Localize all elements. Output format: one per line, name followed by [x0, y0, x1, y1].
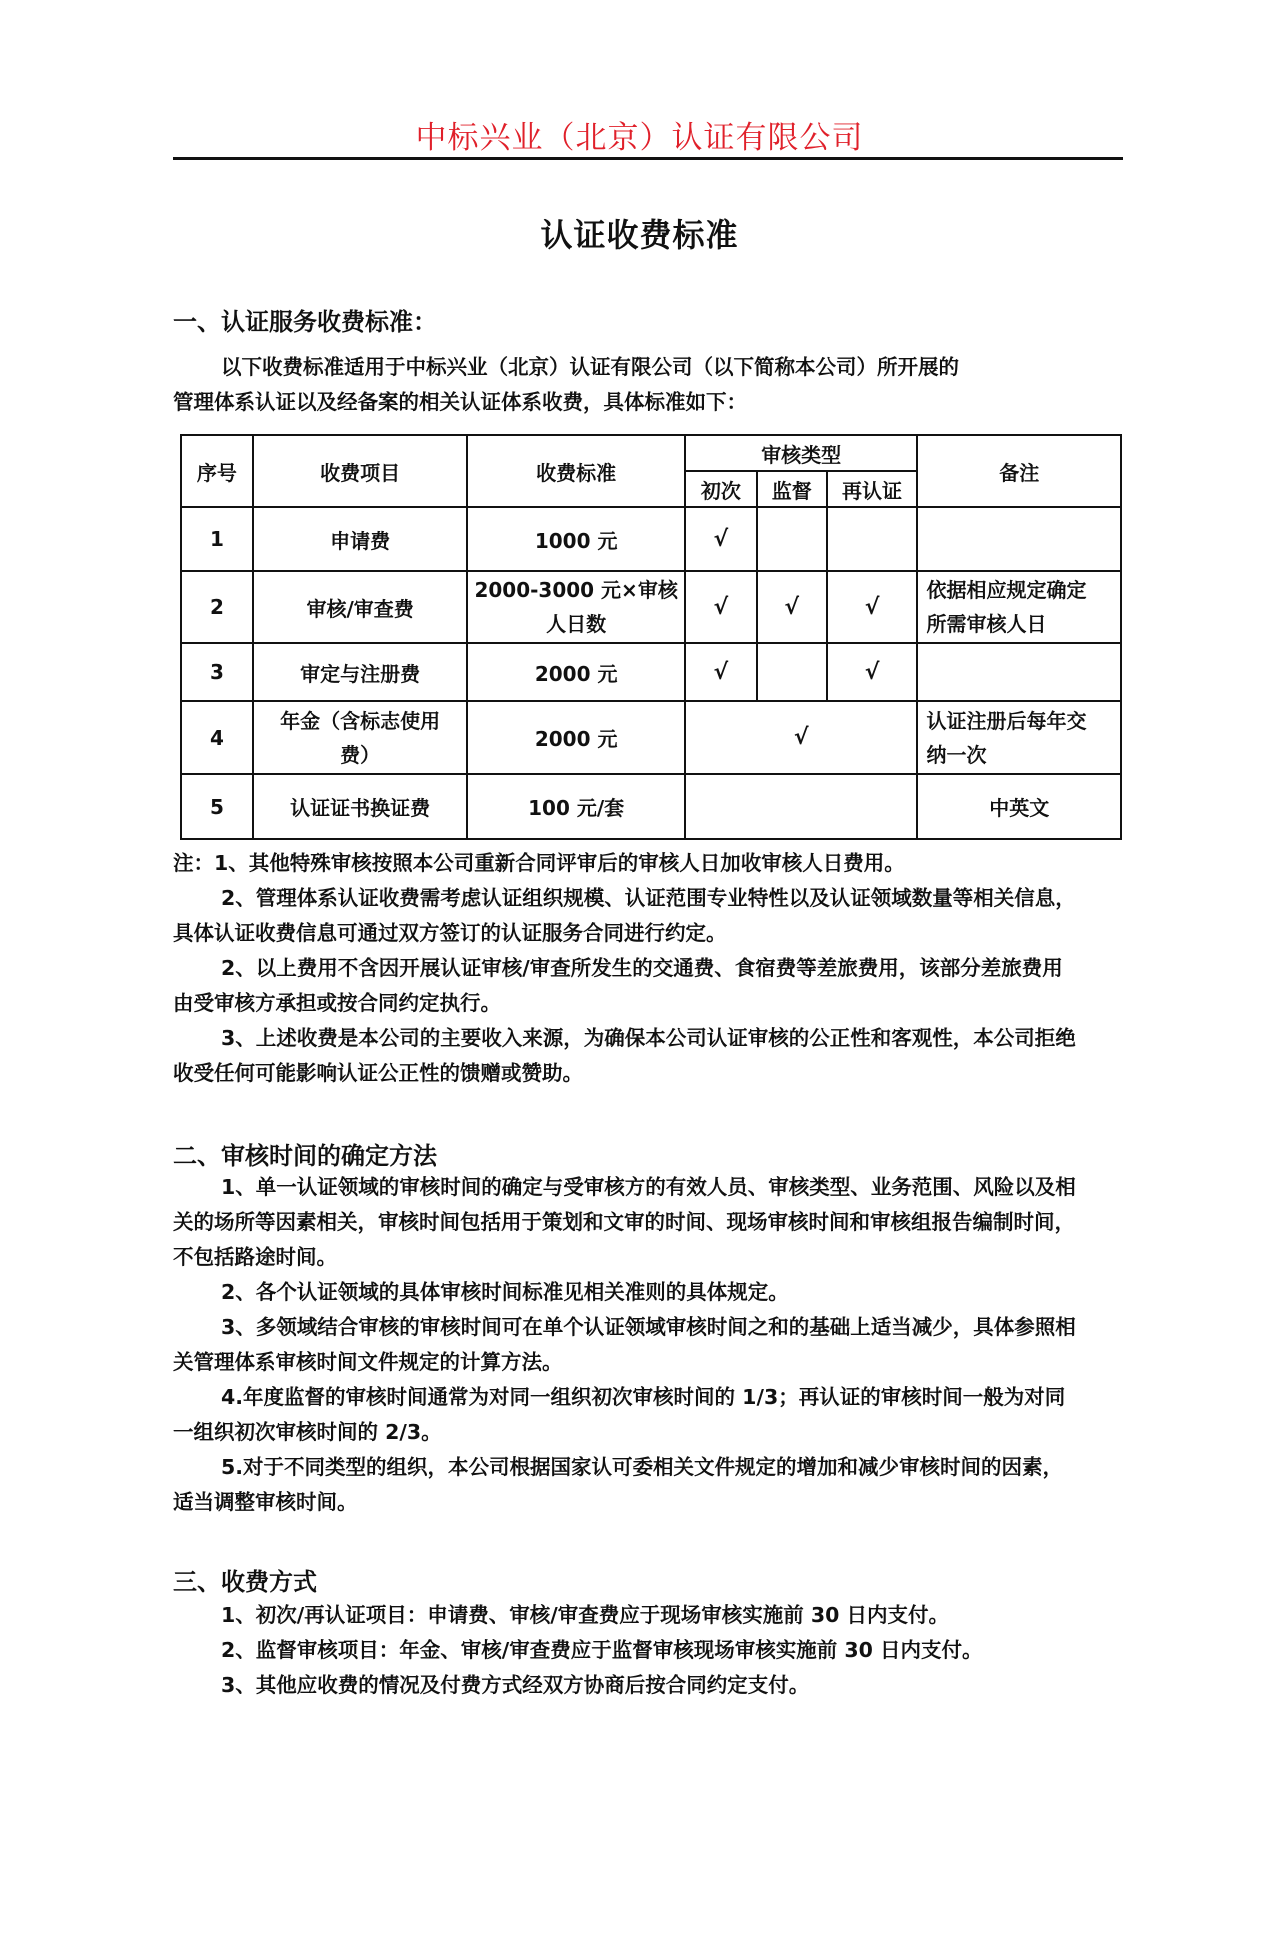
body-line: 一组织初次审核时间的 2/3。: [173, 1420, 442, 1444]
remark-line: 认证注册后每年交: [926, 708, 1087, 733]
table-row: [181, 701, 1121, 774]
cell-no: 4: [181, 701, 253, 774]
table-row: [181, 507, 1121, 571]
section1-heading: 一、认证服务收费标准：: [173, 308, 437, 336]
standard-line: 人日数: [546, 612, 607, 636]
cell-item: 审核/审查费: [253, 571, 468, 643]
body-line: 1、单一认证领域的审核时间的确定与受审核方的有效人员、审核类型、业务范围、风险以及相: [221, 1175, 1076, 1199]
table-header-row: [181, 435, 1121, 471]
cell-remark: 中英文: [917, 774, 1121, 839]
section3-body: [173, 1598, 1128, 1703]
body-line: 2、监督审核项目：年金、审核/审查费应于监督审核现场审核实施前 30 日内支付。: [221, 1638, 983, 1662]
remark-line: 纳一次: [926, 742, 987, 767]
check-icon: √: [757, 571, 827, 643]
table-row: [181, 643, 1121, 701]
note-line: 3、上述收费是本公司的主要收入来源，为确保本公司认证审核的公正性和客观性，本公司拒绝: [221, 1026, 1076, 1050]
note-line: 具体认证收费信息可通过双方签订的认证服务合同进行约定。: [173, 921, 727, 945]
remark-line: 依据相应规定确定: [926, 578, 1087, 602]
cell-no: 2: [181, 571, 253, 643]
item-line: 年金（含标志使用: [280, 708, 441, 733]
remark-line: 所需审核人日: [926, 612, 1047, 636]
cell-standard: [467, 571, 685, 643]
body-line: 4.年度监督的审核时间通常为对同一组织初次审核时间的 1/3；再认证的审核时间一般为对同: [221, 1385, 1066, 1409]
note-line: 由受审核方承担或按合同约定执行。: [173, 991, 501, 1015]
check-icon: √: [827, 571, 918, 643]
note-line: 2、以上费用不含因开展认证审核/审查所发生的交通费、食宿费等差旅费用，该部分差旅费用: [221, 956, 1063, 980]
table-row: [181, 571, 1121, 643]
cell-surveillance: [757, 507, 827, 571]
note-line: 2、管理体系认证收费需考虑认证组织规模、认证范围专业特性以及认证领域数量等相关信息，: [221, 886, 1076, 910]
cell-recert: [827, 507, 918, 571]
header-standard: 收费标准: [467, 435, 685, 507]
body-line: 3、多领域结合审核的审核时间可在单个认证领域审核时间之和的基础上适当减少，具体参照相: [221, 1315, 1076, 1339]
intro-line: 管理体系认证以及经备案的相关认证体系收费，具体标准如下：: [173, 390, 747, 414]
body-line: 5.对于不同类型的组织，本公司根据国家认可委相关文件规定的增加和减少审核时间的因素，: [221, 1455, 1064, 1479]
check-icon: √: [685, 701, 918, 774]
check-icon: √: [685, 643, 757, 701]
header-no: 序号: [181, 435, 253, 507]
note-line: 注：1、其他特殊审核按照本公司重新合同评审后的审核人日加收审核人日费用。: [173, 851, 905, 875]
cell-standard: 2000 元: [467, 701, 685, 774]
table-row: [181, 774, 1121, 839]
body-line: 关管理体系审核时间文件规定的计算方法。: [173, 1350, 563, 1374]
body-line: 适当调整审核时间。: [173, 1490, 358, 1514]
company-name: 中标兴业（北京）认证有限公司: [415, 120, 864, 156]
cell-audit-type: [685, 774, 918, 839]
body-line: 1、初次/再认证项目：申请费、审核/审查费应于现场审核实施前 30 日内支付。: [221, 1603, 950, 1627]
cell-remark: [917, 701, 1121, 774]
item-line: 费）: [340, 742, 381, 767]
cell-remark: [917, 643, 1121, 701]
check-icon: √: [685, 571, 757, 643]
section1-notes: [173, 846, 1128, 1091]
cell-no: 1: [181, 507, 253, 571]
cell-item: 审定与注册费: [253, 643, 468, 701]
fee-table: [180, 434, 1122, 840]
intro-line: 以下收费标准适用于中标兴业（北京）认证有限公司（以下简称本公司）所开展的: [221, 355, 959, 379]
note-line: 收受任何可能影响认证公正性的馈赠或赞助。: [173, 1061, 583, 1085]
section2-body: [173, 1170, 1128, 1520]
cell-standard: 100 元/套: [467, 774, 685, 839]
cell-no: 3: [181, 643, 253, 701]
body-line: 3、其他应收费的情况及付费方式经双方协商后按合同约定支付。: [221, 1673, 810, 1697]
header-recert: 再认证: [827, 471, 918, 507]
cell-standard: 2000 元: [467, 643, 685, 701]
cell-item: 申请费: [253, 507, 468, 571]
cell-item: 认证证书换证费: [253, 774, 468, 839]
section2-heading: 二、审核时间的确定方法: [173, 1142, 437, 1170]
cell-item: [253, 701, 468, 774]
document-title: 认证收费标准: [540, 216, 739, 254]
header-divider: [173, 157, 1123, 160]
cell-remark: [917, 571, 1121, 643]
cell-standard: 1000 元: [467, 507, 685, 571]
body-line: 2、各个认证领域的具体审核时间标准见相关准则的具体规定。: [221, 1280, 789, 1304]
cell-surveillance: [757, 643, 827, 701]
check-icon: √: [685, 507, 757, 571]
header-initial: 初次: [685, 471, 757, 507]
check-icon: √: [827, 643, 918, 701]
body-line: 不包括路途时间。: [173, 1245, 337, 1269]
header-audit-type: 审核类型: [685, 435, 918, 471]
header-remark: 备注: [917, 435, 1121, 507]
cell-no: 5: [181, 774, 253, 839]
section1-intro: [173, 350, 1128, 420]
body-line: 关的场所等因素相关，审核时间包括用于策划和文审的时间、现场审核时间和审核组报告编制时间，: [173, 1210, 1075, 1234]
header-item: 收费项目: [253, 435, 468, 507]
header-surveillance: 监督: [757, 471, 827, 507]
cell-remark: [917, 507, 1121, 571]
standard-line: 2000-3000 元×审核: [474, 578, 678, 602]
section3-heading: 三、收费方式: [173, 1568, 317, 1596]
